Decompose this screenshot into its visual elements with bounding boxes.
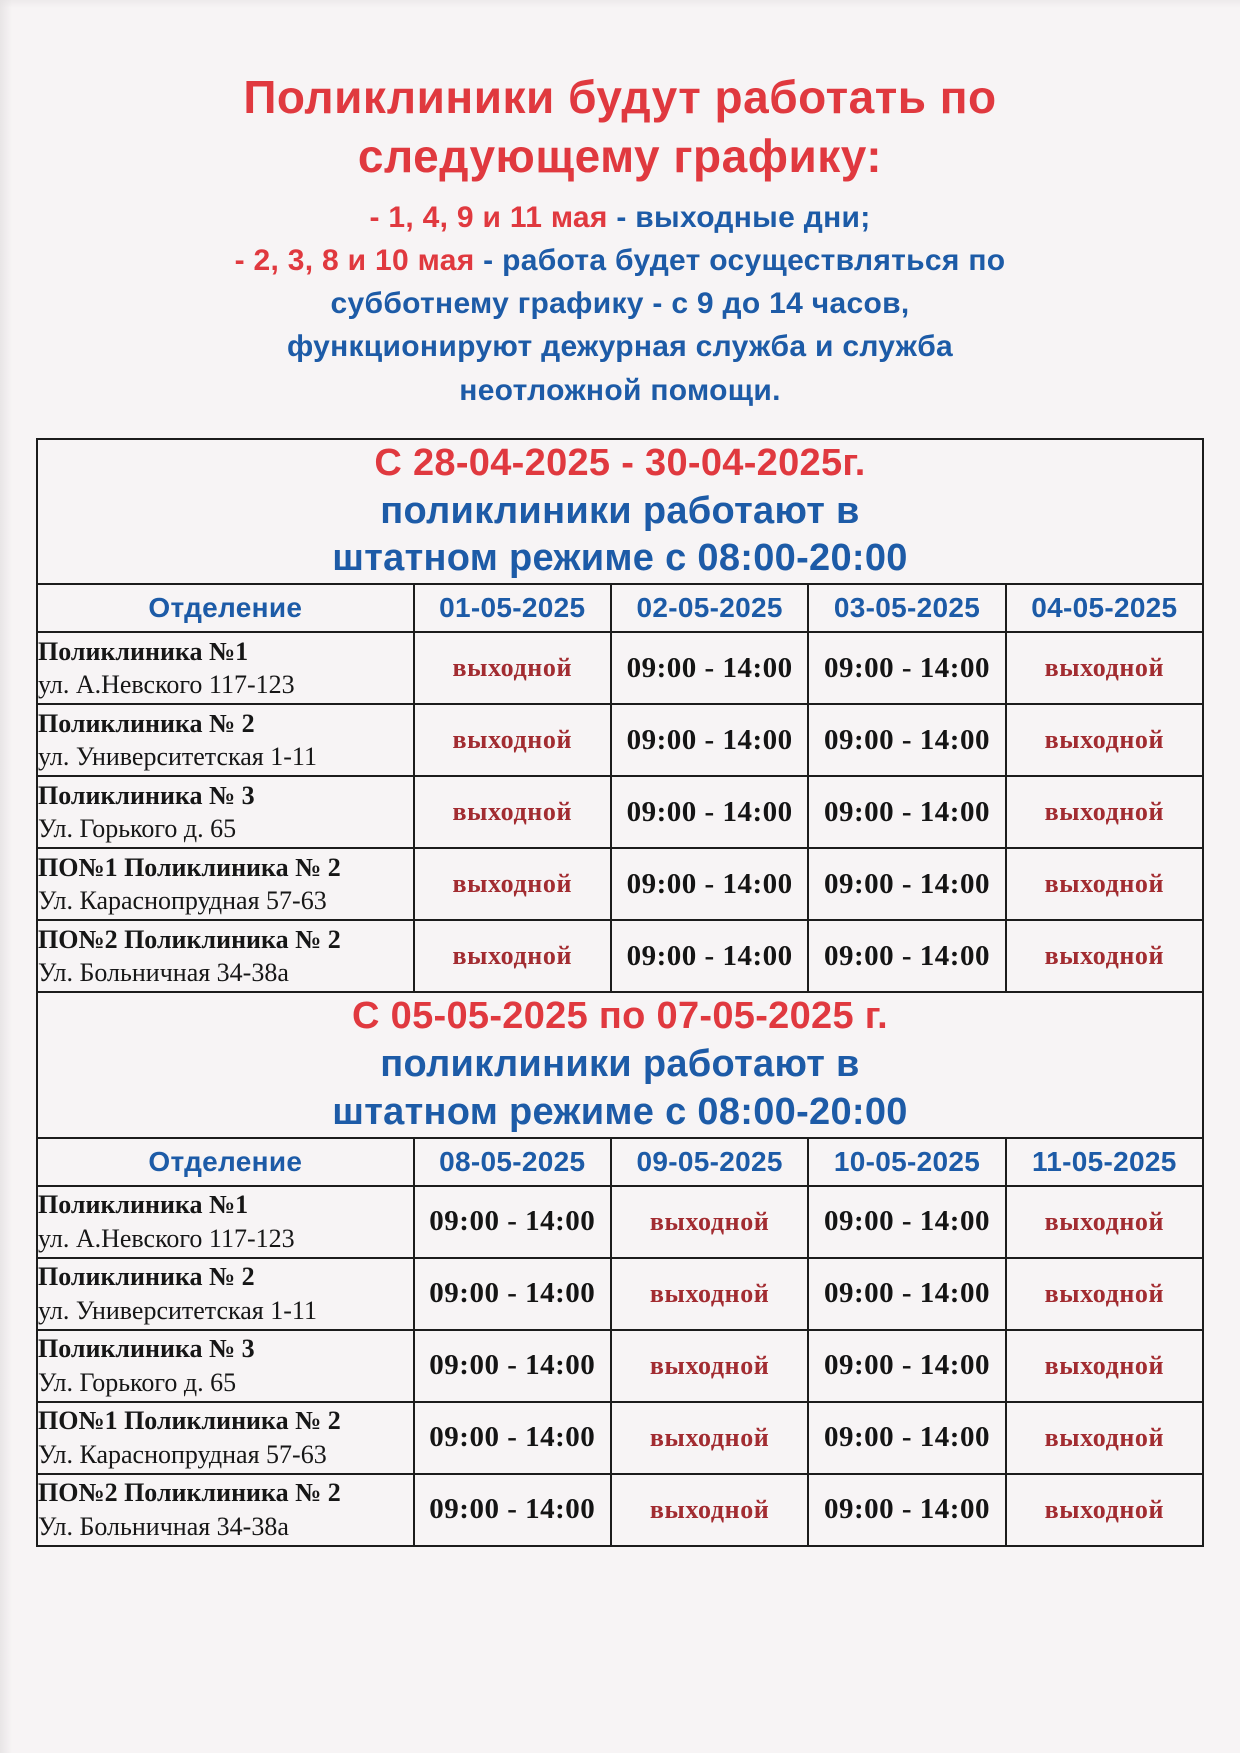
section2-column-header-row (37, 1138, 1203, 1186)
holiday-rule-2-line2: субботнему графику - с 9 до 14 часов, (330, 287, 910, 321)
schedule-cell: выходной (611, 1258, 808, 1330)
schedule-cell: выходной (611, 1474, 808, 1546)
dept-address: ул. Университетская 1-11 (38, 742, 317, 772)
rule1-text: - выходные дни; (607, 200, 871, 234)
dept-name: Поликлиника №1 (38, 636, 249, 666)
poster-title-line2: следующему графику: (357, 129, 883, 182)
table-row (37, 1474, 1203, 1546)
department-cell (37, 848, 414, 920)
section2-date-range: С 05-05-2025 по 07-05-2025 г. (352, 995, 888, 1038)
poster-title-line1: Поликлиники будут работать по (243, 71, 997, 123)
holiday-rule-2-line1 (0, 239, 1240, 282)
column-header-date-2: 02-05-2025 (611, 584, 808, 632)
schedule-cell: выходной (414, 704, 611, 776)
holiday-rule-2-line3: функционируют дежурная служба и служба (286, 330, 954, 364)
column-header-date-1: 01-05-2025 (414, 584, 611, 632)
department-cell (37, 1402, 414, 1474)
dept-address: Ул. Горького д. 65 (38, 814, 237, 844)
schedule-cell: выходной (1006, 1258, 1203, 1330)
schedule-cell: выходной (414, 632, 611, 704)
schedule-cell: 09:00 - 14:00 (414, 1186, 611, 1258)
department-cell (37, 1330, 414, 1402)
schedule-cell: выходной (1006, 632, 1203, 704)
dept-address: ул. А.Невского 117-123 (38, 670, 295, 700)
section2-heading-row (37, 992, 1203, 1138)
schedule-cell: выходной (1006, 1402, 1203, 1474)
schedule-cell: 09:00 - 14:00 (808, 704, 1005, 776)
section1-heading-row (37, 439, 1203, 585)
schedule-cell: 09:00 - 14:00 (808, 848, 1005, 920)
schedule-cell: 09:00 - 14:00 (611, 632, 808, 704)
section1-date-range: С 28-04-2025 - 30-04-2025г. (374, 441, 866, 484)
schedule-cell: выходной (1006, 1474, 1203, 1546)
poster-header (0, 0, 1240, 412)
dept-name: ПО№1 Поликлиника № 2 (38, 852, 341, 882)
schedule-cell: 09:00 - 14:00 (808, 1474, 1005, 1546)
table-row (37, 704, 1203, 776)
schedule-cell: выходной (414, 848, 611, 920)
schedule-cell: 09:00 - 14:00 (808, 1402, 1005, 1474)
schedule-table (36, 438, 1204, 1547)
column-header-date-4: 04-05-2025 (1006, 584, 1203, 632)
rule1-dates: - 1, 4, 9 и 11 мая (369, 200, 608, 234)
schedule-cell: 09:00 - 14:00 (611, 848, 808, 920)
schedule-cell: 09:00 - 14:00 (414, 1402, 611, 1474)
dept-name: Поликлиника № 2 (38, 1262, 255, 1292)
dept-address: ул. А.Невского 117-123 (38, 1223, 295, 1253)
schedule-cell: 09:00 - 14:00 (808, 1330, 1005, 1402)
schedule-cell: выходной (1006, 704, 1203, 776)
schedule-cell: выходной (1006, 776, 1203, 848)
holiday-rule-1 (0, 196, 1240, 239)
dept-name: Поликлиника № 3 (38, 780, 255, 810)
schedule-cell: 09:00 - 14:00 (611, 776, 808, 848)
column-header-date-4: 11-05-2025 (1006, 1138, 1203, 1186)
column-header-date-3: 03-05-2025 (808, 584, 1005, 632)
table-row (37, 1258, 1203, 1330)
department-cell (37, 1258, 414, 1330)
dept-address: Ул. Караснопрудная 57-63 (38, 1439, 327, 1469)
section2-subtitle-line2: штатном режиме с 08:00-20:00 (332, 1091, 908, 1134)
dept-address: Ул. Горького д. 65 (38, 1367, 237, 1397)
section1-subtitle-line2: штатном режиме с 08:00-20:00 (332, 537, 908, 580)
schedule-cell: выходной (1006, 920, 1203, 992)
schedule-cell: 09:00 - 14:00 (414, 1474, 611, 1546)
column-header-date-2: 09-05-2025 (611, 1138, 808, 1186)
dept-address: Ул. Больничная 34-38а (38, 1511, 289, 1541)
rule2-dates: - 2, 3, 8 и 10 мая (234, 243, 475, 277)
table-row (37, 632, 1203, 704)
department-cell (37, 1474, 414, 1546)
schedule-cell: выходной (414, 776, 611, 848)
column-header-date-3: 10-05-2025 (808, 1138, 1005, 1186)
department-cell (37, 1186, 414, 1258)
dept-name: Поликлиника № 3 (38, 1334, 255, 1364)
dept-name: ПО№2 Поликлиника № 2 (38, 924, 341, 954)
schedule-cell: 09:00 - 14:00 (808, 776, 1005, 848)
section2-heading (37, 992, 1203, 1138)
dept-name: Поликлиника № 2 (38, 708, 255, 738)
dept-name: ПО№2 Поликлиника № 2 (38, 1478, 341, 1508)
department-cell (37, 704, 414, 776)
schedule-cell: выходной (1006, 1186, 1203, 1258)
table-row (37, 1330, 1203, 1402)
section1-heading (37, 439, 1203, 585)
schedule-cell: выходной (611, 1402, 808, 1474)
table-row (37, 1186, 1203, 1258)
schedule-cell: выходной (611, 1186, 808, 1258)
schedule-cell: 09:00 - 14:00 (611, 920, 808, 992)
schedule-cell: выходной (1006, 1330, 1203, 1402)
schedule-cell: выходной (611, 1330, 808, 1402)
schedule-cell: 09:00 - 14:00 (808, 1258, 1005, 1330)
schedule-cell: 09:00 - 14:00 (414, 1258, 611, 1330)
schedule-cell: 09:00 - 14:00 (414, 1330, 611, 1402)
section2-subtitle-line1: поликлиники работают в (380, 1043, 860, 1086)
schedule-cell: 09:00 - 14:00 (808, 1186, 1005, 1258)
holiday-rules (0, 196, 1240, 412)
schedule-cell: выходной (1006, 848, 1203, 920)
holiday-rule-2-line4: неотложной помощи. (459, 373, 781, 407)
column-header-date-1: 08-05-2025 (414, 1138, 611, 1186)
department-cell (37, 920, 414, 992)
poster-title (0, 68, 1240, 186)
schedule-cell: 09:00 - 14:00 (808, 632, 1005, 704)
section1-subtitle-line1: поликлиники работают в (380, 489, 860, 532)
department-cell (37, 776, 414, 848)
schedule-cell: 09:00 - 14:00 (808, 920, 1005, 992)
schedule-cell: 09:00 - 14:00 (611, 704, 808, 776)
schedule-cell: выходной (414, 920, 611, 992)
dept-address: ул. Университетская 1-11 (38, 1295, 317, 1325)
section1-column-header-row (37, 584, 1203, 632)
dept-name: Поликлиника №1 (38, 1190, 249, 1220)
table-row (37, 1402, 1203, 1474)
dept-address: Ул. Больничная 34-38а (38, 958, 289, 988)
department-cell (37, 632, 414, 704)
column-header-department: Отделение (37, 1138, 414, 1186)
rule2-text: - работа будет осуществляться по (474, 243, 1006, 277)
dept-address: Ул. Караснопрудная 57-63 (38, 886, 327, 916)
table-row (37, 920, 1203, 992)
column-header-department: Отделение (37, 584, 414, 632)
table-row (37, 848, 1203, 920)
dept-name: ПО№1 Поликлиника № 2 (38, 1406, 341, 1436)
table-row (37, 776, 1203, 848)
